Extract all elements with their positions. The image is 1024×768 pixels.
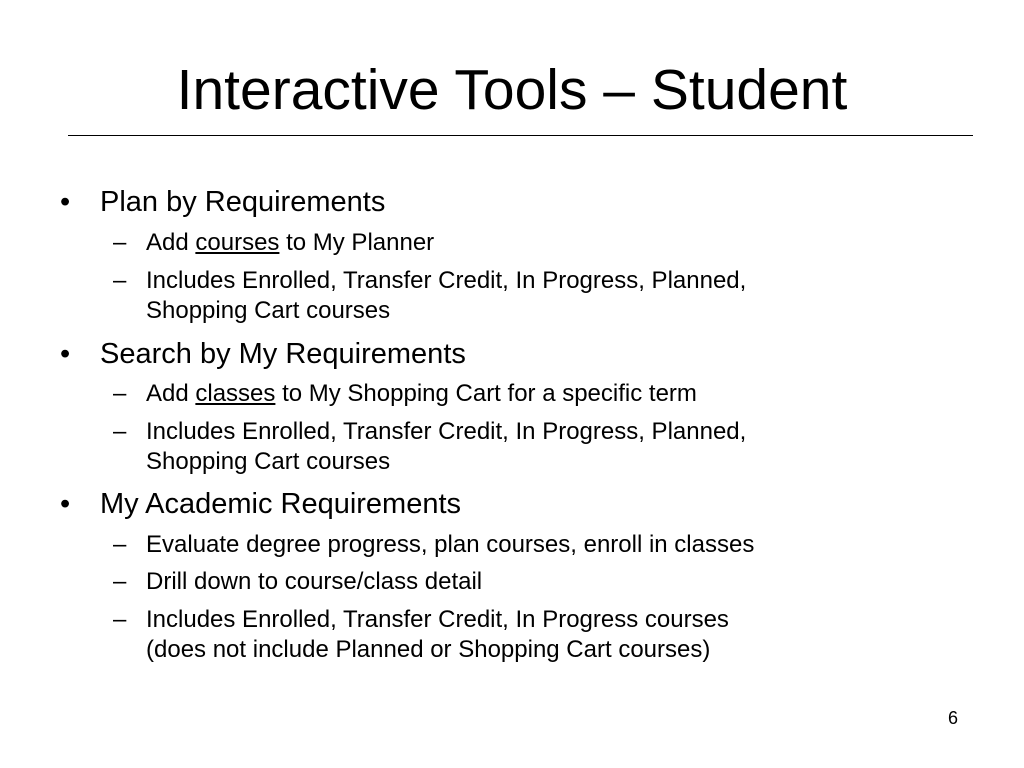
dash-marker: – <box>113 418 127 445</box>
dash-marker: – <box>113 267 127 294</box>
subitem-includes-planned <box>113 266 747 296</box>
subitem-add-classes <box>113 379 697 409</box>
slide-page-number: 6 <box>948 708 959 728</box>
subitem-includes-planned-line2 <box>146 447 390 477</box>
subitem-drill-down <box>113 567 483 597</box>
slide-title: Interactive Tools – Student <box>176 58 848 122</box>
subitem-add-courses <box>113 228 435 258</box>
subitem-evaluate-degree-progress <box>113 530 755 560</box>
underlined-classes-text: classes <box>195 380 276 407</box>
subitem-text-after: to My Shopping Cart for a specific term <box>275 380 697 407</box>
subitem-line1: Includes Enrolled, Transfer Credit, In Progress, Planned, <box>146 418 747 445</box>
bullet-search-by-my-requirements <box>60 338 466 370</box>
subitem-text-after: to My Planner <box>279 229 435 256</box>
bullet-my-academic-requirements <box>60 488 462 520</box>
bullet-plan-by-requirements <box>60 186 386 218</box>
bullet-text: Search by My Requirements <box>100 338 466 370</box>
bullet-marker: • <box>60 186 71 218</box>
subitem-line1: Includes Enrolled, Transfer Credit, In Progress, Planned, <box>146 267 747 294</box>
dash-marker: – <box>113 531 127 558</box>
underlined-courses-text: courses <box>195 229 280 256</box>
subitem-line2: Shopping Cart courses <box>146 448 391 475</box>
dash-marker: – <box>113 229 127 256</box>
subitem-line1: Includes Enrolled, Transfer Credit, In Progress courses <box>146 606 729 633</box>
subitem-includes-planned <box>113 417 747 447</box>
subitem-line2: Shopping Cart courses <box>146 297 391 324</box>
bullet-marker: • <box>60 488 71 520</box>
dash-marker: – <box>113 568 127 595</box>
bullet-text: Plan by Requirements <box>100 186 386 218</box>
subitem-text: Evaluate degree progress, plan courses, enroll in classes <box>146 531 755 558</box>
dash-marker: – <box>113 380 127 407</box>
bullet-marker: • <box>60 338 71 370</box>
title-divider <box>68 135 973 136</box>
subitem-includes-in-progress <box>113 605 729 635</box>
subitem-text-before: Add <box>146 380 196 407</box>
dash-marker: – <box>113 606 127 633</box>
subitem-text: Drill down to course/class detail <box>146 568 483 595</box>
subitem-includes-in-progress-line2 <box>146 635 710 665</box>
subitem-line2: (does not include Planned or Shopping Cart courses) <box>146 636 711 663</box>
bullet-text: My Academic Requirements <box>100 488 462 520</box>
subitem-includes-planned-line2 <box>146 296 390 326</box>
subitem-text-before: Add <box>146 229 196 256</box>
